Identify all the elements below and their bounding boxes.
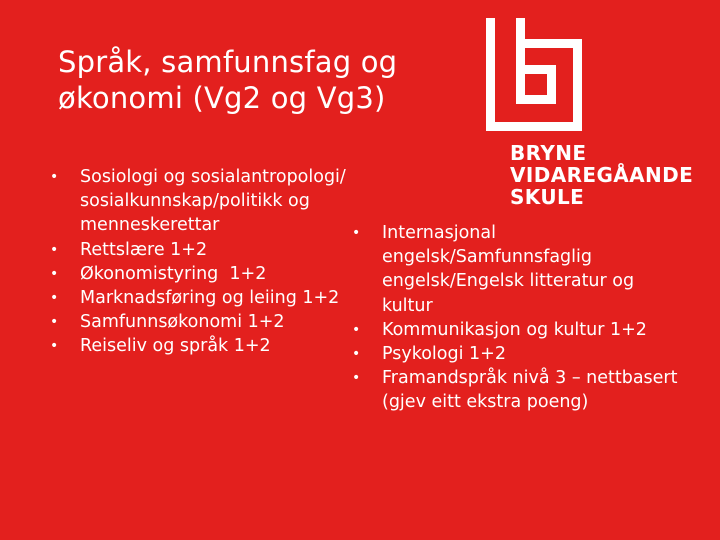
subject-text: Kommunikasjon og kultur 1+2 bbox=[382, 319, 647, 340]
subject-text: Reiseliv og språk 1+2 bbox=[80, 336, 271, 357]
list-item bbox=[50, 334, 370, 358]
bullet: • bbox=[352, 225, 361, 241]
subject-text: Samfunnsøkonomi 1+2 bbox=[80, 312, 285, 333]
subject-text: Psykologi 1+2 bbox=[382, 344, 506, 365]
slide-title bbox=[58, 44, 478, 116]
list-item bbox=[50, 286, 370, 310]
bullet: • bbox=[352, 321, 361, 338]
subject-text: Rettslære 1+2 bbox=[80, 239, 208, 260]
title-line-1: Språk, samfunnsfag og bbox=[58, 45, 398, 79]
bullet: • bbox=[352, 346, 361, 363]
bullet: • bbox=[352, 370, 361, 387]
school-name-line-3: SKULE bbox=[510, 185, 585, 209]
subject-text: Framandspråk nivå 3 – nettbasert (gjev eitt ekstra poeng) bbox=[382, 368, 678, 413]
subject-text: Økonomistyring 1+2 bbox=[80, 263, 267, 284]
subject-text: Sosiologi og sosialantropologi/ sosialkunnskap/politikk og menneskerettar bbox=[80, 167, 346, 236]
list-item bbox=[50, 165, 370, 238]
left-subject-list bbox=[50, 165, 370, 359]
school-name bbox=[510, 142, 710, 208]
school-name-line-1: BRYNE bbox=[510, 141, 587, 165]
list-item bbox=[352, 318, 682, 342]
bullet: • bbox=[50, 338, 59, 355]
subject-text: Marknadsføring og leiing 1+2 bbox=[80, 288, 340, 309]
subject-text: Internasjonal engelsk/Samfunnsfaglig engelsk/Engelsk litteratur og kultur bbox=[382, 223, 635, 316]
bullet: • bbox=[50, 314, 59, 331]
list-item bbox=[50, 310, 370, 334]
title-line-2: økonomi (Vg2 og Vg3) bbox=[58, 81, 386, 115]
bullet: • bbox=[50, 290, 59, 307]
bullet: • bbox=[50, 241, 59, 258]
bullet: • bbox=[50, 265, 59, 282]
bullet: • bbox=[50, 169, 59, 185]
school-name-line-2: VIDAREGÅANDE bbox=[510, 163, 694, 187]
list-item bbox=[352, 366, 682, 414]
list-item bbox=[352, 221, 682, 318]
right-subject-list bbox=[352, 221, 682, 415]
list-item bbox=[50, 262, 370, 286]
list-item bbox=[352, 342, 682, 366]
list-item bbox=[50, 238, 370, 262]
bryne-vgs-logo-icon bbox=[486, 18, 582, 131]
